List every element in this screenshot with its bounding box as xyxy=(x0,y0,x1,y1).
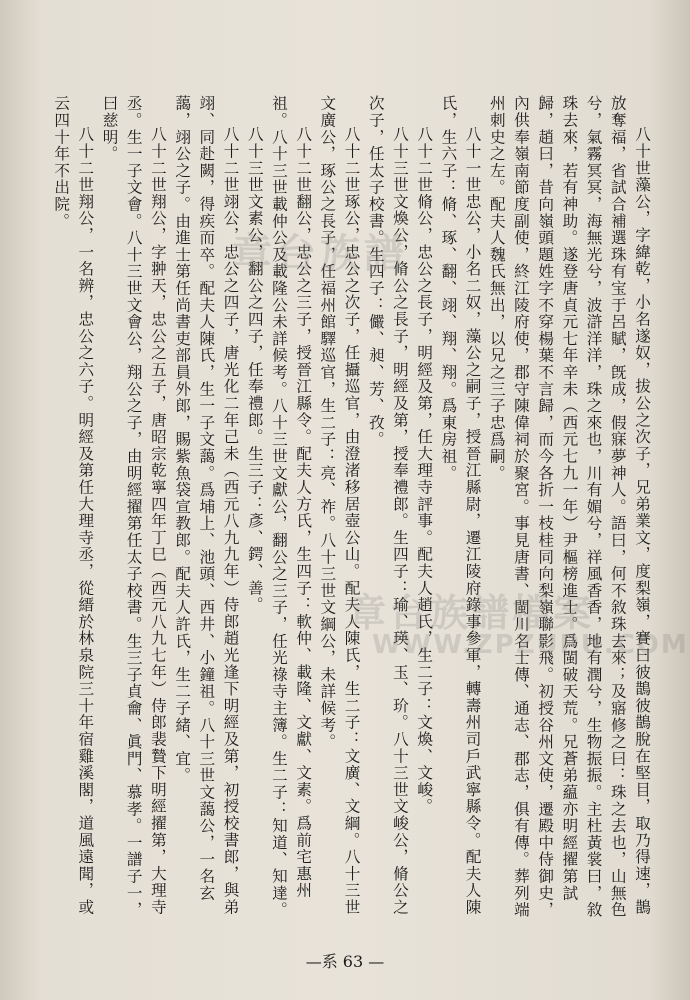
page-number: —系 63 — xyxy=(305,952,385,971)
watermark-text-secondary: 章台族譜檔案 xyxy=(348,591,595,635)
genealogy-entry-82-yi: 八十二世翊公，忠公之四子，唐光化二年己未（西元八九九年）侍郎趙光逢下明經及第，初授校書郎，與弟翊、同赴闕，得疾而卒。配夫人陳氏，生一子文藹。爲埔上、池頭、西井、小鐘祖。八十三世文藹公，一名玄藹，翊公之子。由進士第任尚書吏部員外郎，賜紫魚袋宣教郎。配夫人許氏，生二子緒、宜。 xyxy=(173,95,240,916)
genealogy-entry-83-wensu: 八十三世文素公，翻公之四子，任奉禮郎。生三子：彥、鍔、善。 xyxy=(245,126,264,614)
genealogy-entry-82-xiang: 八十二世翔公，字翀天，忠公之五子，唐昭宗乾寧四年丁巳（西元八九七年）侍郎裴贄下明經擢第，大理寺丞。生一子文會。八十三世文會公，翔公之子，由明經擢第任太子校書。生三子貞龠、眞門、慕孝。一譜子一，曰慈明。 xyxy=(100,95,167,919)
genealogy-entry-82-xiu: 八十二世脩公，忠公之長子，明經及第，任大理寺評事。配夫人趙氏，生二子：文煥、文峻。 xyxy=(415,126,434,815)
genealogy-entry-83-wenhuan: 八十三世文煥公，脩公之長子，明經及第，授奉禮郎。生四子：瑜、瑛、玉、玠。八十三世文峻公，脩公之次子，任太子校書。生四子：儼、昶、芳、孜。 xyxy=(366,95,409,916)
genealogy-entry-82-fan: 八十二世翻公，忠公之三子，授晉江縣令。配夫人方氏，生四子：軟仲、載隆、文獻、文素。爲前宅惠州祖。八十三世載仲公及載隆公未詳候考。八十三世文獻公，翻公之三子，任光祿寺主簿。生二子：知道、知達。 xyxy=(269,95,313,919)
watermark-url: WWW.ZPZUPU.COM xyxy=(372,630,689,660)
watermark-text: 章台族譜 xyxy=(232,231,408,277)
genealogy-entry-81-zhong: 八十一世忠公，小名二奴，藻公之嗣子，授晉江縣尉，遷江陵府錄事參軍，轉壽州司戶武寧縣令。配夫人陳氏，生六子：脩、琢、翻、翊、翔、翔。爲東房祖。 xyxy=(439,95,482,916)
genealogy-entry-82-xiang-bian: 八十二世翔公，一名辨，忠公之六子。明經及第任大理寺丞，從縉於林泉院三十年宿雞溪閣，道風遠聞，或云四十年不出院。 xyxy=(52,95,95,916)
vertical-text-body xyxy=(30,95,654,925)
genealogy-entry-82-zhuo: 八十二世琢公，忠公之次子，任攝巡官，由澄渚移居壺公山。配夫人陳氏，生二子：文廣、文綱。八十三世文廣公，琢公之長子，任福州館驛巡官，生二子：亮、祚。八十三世文綱公，未詳候考。 xyxy=(318,95,361,916)
genealogy-entry-80-zao: 八十世藻公，字緯乾，小名遂奴，拔公之次子，兄弟業文，度梨嶺，賽曰彼鵲彼鵲脫在堅目，取乃得速，鵲放奪福，省試合補選珠有宝于呂賦，旣成，假寐夢神人。語曰，何不敘珠去來；及寤修之曰：珠之去也，山無色兮，氣霧冥冥，海無光兮，波滸洋洋，珠之來也，川有媚兮，祥風香香，地有潤兮，生物振振。主杜黃裳曰，敘珠去來，若有神助。遂登唐貞元七年辛未（西元七九一年）尹樞榜進士。爲閩破天荒。兄蒼弟藴亦明經擢第試歸，趙曰，昔向嶺頭題姓字不穿楊葉不言歸，而今各折一枝桂同向梨嶺聯影飛。初授谷州文使，遷殿中侍御史，內供奉嶺南節度副使，終江陵府使，郡守陳偉祠於聚宮。事見唐書、閩川名士傳、通志、郡志，俱有傳。葬列端州刺史之左。配夫人魏氏無出，以兄之三子忠爲嗣。 xyxy=(487,95,651,919)
